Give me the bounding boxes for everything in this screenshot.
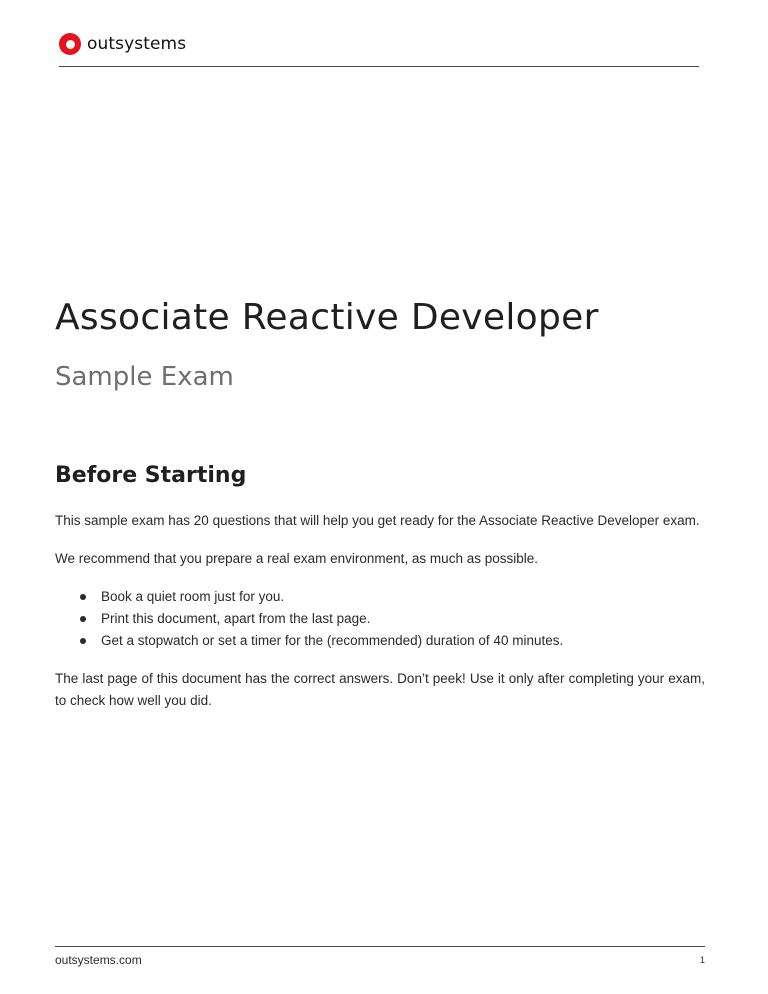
preparation-list [55, 586, 705, 652]
page-number: 1 [699, 955, 705, 965]
list-item: Book a quiet room just for you. [101, 586, 705, 608]
outsystems-logo-icon [59, 33, 81, 55]
intro-paragraph: This sample exam has 20 questions that will help you get ready for the Associate Reactive Developer exam. [55, 513, 700, 528]
closing-paragraph: The last page of this document has the correct answers. Don’t peek! Use it only after completing your exam, to check how well you did. [55, 671, 705, 708]
logo-wordmark: outsystems [87, 34, 187, 54]
page-subtitle: Sample Exam [55, 362, 234, 392]
page-title: Associate Reactive Developer [55, 297, 599, 338]
page-header [59, 33, 699, 67]
page-footer [55, 946, 705, 967]
list-item: Print this document, apart from the last page. [101, 608, 705, 630]
section-heading: Before Starting [55, 463, 247, 488]
outsystems-logo [59, 33, 186, 55]
list-item: Get a stopwatch or set a timer for the (recommended) duration of 40 minutes. [101, 630, 705, 652]
footer-website: outsystems.com [55, 953, 142, 967]
section-body [55, 510, 705, 728]
recommendation-paragraph: We recommend that you prepare a real exam environment, as much as possible. [55, 551, 538, 566]
